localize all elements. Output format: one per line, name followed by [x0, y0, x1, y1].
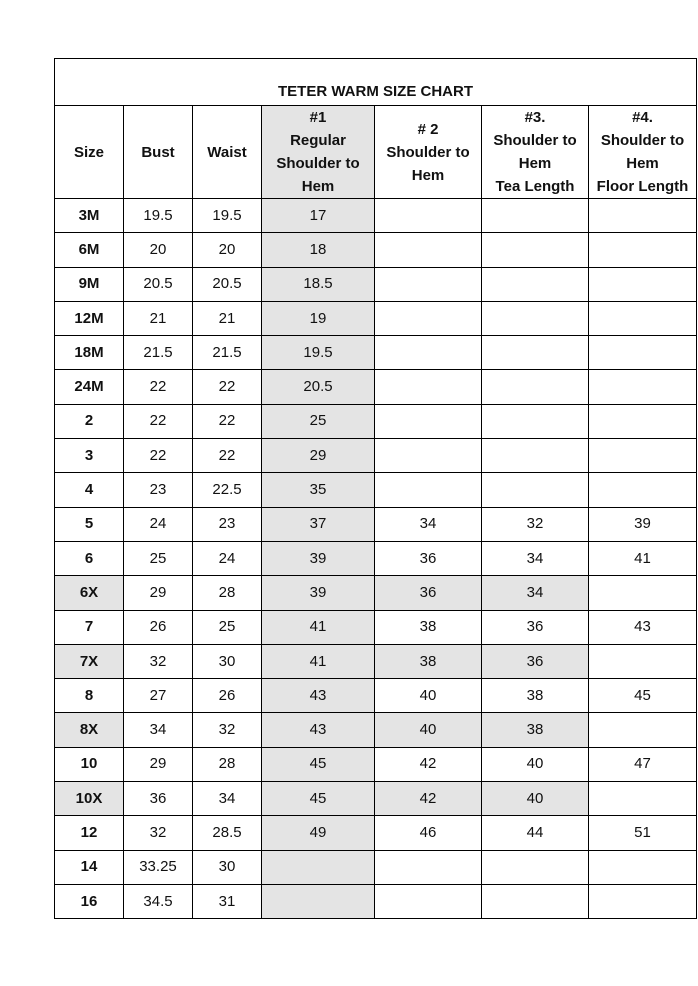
size-cell: 12 — [55, 816, 124, 850]
floor-length-cell — [589, 576, 697, 610]
header-bust-label: Bust — [141, 143, 175, 161]
table-row — [55, 679, 697, 713]
shoulder-hem-2-cell — [375, 370, 482, 404]
regular-hem-cell: 25 — [262, 404, 375, 438]
shoulder-hem-2-cell: 36 — [375, 541, 482, 575]
table-row — [55, 541, 697, 575]
table-row — [55, 850, 697, 884]
waist-cell: 20.5 — [193, 267, 262, 301]
regular-hem-cell: 19.5 — [262, 336, 375, 370]
bust-cell: 32 — [124, 816, 193, 850]
floor-length-cell: 39 — [589, 507, 697, 541]
header-shoulder-to-hem-2 — [375, 106, 482, 199]
tea-length-cell — [482, 370, 589, 404]
waist-cell: 32 — [193, 713, 262, 747]
shoulder-hem-2-cell: 46 — [375, 816, 482, 850]
size-cell: 6 — [55, 541, 124, 575]
table-row — [55, 370, 697, 404]
tea-length-cell: 38 — [482, 713, 589, 747]
regular-hem-cell: 41 — [262, 644, 375, 678]
floor-length-cell — [589, 884, 697, 918]
bust-cell: 20 — [124, 233, 193, 267]
header-waist-label: Waist — [207, 143, 247, 161]
table-row — [55, 816, 697, 850]
floor-length-cell — [589, 439, 697, 473]
bust-cell: 34.5 — [124, 884, 193, 918]
waist-cell: 30 — [193, 644, 262, 678]
floor-length-cell — [589, 644, 697, 678]
chart-title: TETER WARM SIZE CHART — [55, 59, 697, 106]
header-tea-length — [482, 106, 589, 199]
shoulder-hem-2-cell — [375, 336, 482, 370]
table-row — [55, 782, 697, 816]
size-cell: 6X — [55, 576, 124, 610]
bust-cell: 22 — [124, 439, 193, 473]
size-cell: 14 — [55, 850, 124, 884]
shoulder-hem-2-cell: 40 — [375, 713, 482, 747]
bust-cell: 20.5 — [124, 267, 193, 301]
size-cell: 4 — [55, 473, 124, 507]
regular-hem-cell: 39 — [262, 541, 375, 575]
floor-length-cell — [589, 233, 697, 267]
bust-cell: 23 — [124, 473, 193, 507]
floor-length-cell: 47 — [589, 747, 697, 781]
bust-cell: 25 — [124, 541, 193, 575]
regular-hem-cell: 20.5 — [262, 370, 375, 404]
regular-hem-cell: 43 — [262, 713, 375, 747]
floor-length-cell: 43 — [589, 610, 697, 644]
size-cell: 2 — [55, 404, 124, 438]
regular-hem-cell: 41 — [262, 610, 375, 644]
header-floor-label: #4. Shoulder to Hem Floor Length — [596, 109, 689, 195]
waist-cell: 21 — [193, 301, 262, 335]
table-row — [55, 747, 697, 781]
shoulder-hem-2-cell: 38 — [375, 644, 482, 678]
title-row — [55, 59, 697, 106]
size-chart-body — [55, 59, 697, 919]
waist-cell: 26 — [193, 679, 262, 713]
waist-cell: 19.5 — [193, 199, 262, 233]
table-row — [55, 233, 697, 267]
header-waist — [193, 106, 262, 199]
bust-cell: 29 — [124, 747, 193, 781]
regular-hem-cell: 18 — [262, 233, 375, 267]
bust-cell: 34 — [124, 713, 193, 747]
tea-length-cell: 36 — [482, 610, 589, 644]
table-row — [55, 473, 697, 507]
tea-length-cell: 40 — [482, 782, 589, 816]
size-cell: 7X — [55, 644, 124, 678]
size-cell: 7 — [55, 610, 124, 644]
shoulder-hem-2-cell — [375, 267, 482, 301]
shoulder-hem-2-cell: 36 — [375, 576, 482, 610]
size-cell: 3M — [55, 199, 124, 233]
table-row — [55, 644, 697, 678]
bust-cell: 21 — [124, 301, 193, 335]
table-row — [55, 404, 697, 438]
header-size-label: Size — [73, 143, 104, 161]
table-row — [55, 336, 697, 370]
waist-cell: 20 — [193, 233, 262, 267]
waist-cell: 22.5 — [193, 473, 262, 507]
size-cell: 3 — [55, 439, 124, 473]
size-cell: 18M — [55, 336, 124, 370]
tea-length-cell: 40 — [482, 747, 589, 781]
bust-cell: 32 — [124, 644, 193, 678]
floor-length-cell — [589, 404, 697, 438]
header-regular-label: #1 Regular Shoulder to Hem — [276, 109, 360, 195]
shoulder-hem-2-cell — [375, 404, 482, 438]
waist-cell: 21.5 — [193, 336, 262, 370]
bust-cell: 27 — [124, 679, 193, 713]
tea-length-cell — [482, 404, 589, 438]
regular-hem-cell: 45 — [262, 747, 375, 781]
shoulder-hem-2-cell: 42 — [375, 747, 482, 781]
bust-cell: 19.5 — [124, 199, 193, 233]
size-cell: 16 — [55, 884, 124, 918]
regular-hem-cell: 39 — [262, 576, 375, 610]
header-floor-length — [589, 106, 697, 199]
waist-cell: 28.5 — [193, 816, 262, 850]
regular-hem-cell: 49 — [262, 816, 375, 850]
shoulder-hem-2-cell: 38 — [375, 610, 482, 644]
table-row — [55, 507, 697, 541]
waist-cell: 25 — [193, 610, 262, 644]
waist-cell: 22 — [193, 439, 262, 473]
floor-length-cell — [589, 850, 697, 884]
bust-cell: 26 — [124, 610, 193, 644]
tea-length-cell: 36 — [482, 644, 589, 678]
bust-cell: 36 — [124, 782, 193, 816]
floor-length-cell — [589, 336, 697, 370]
table-row — [55, 610, 697, 644]
bust-cell: 22 — [124, 370, 193, 404]
tea-length-cell: 38 — [482, 679, 589, 713]
shoulder-hem-2-cell — [375, 301, 482, 335]
regular-hem-cell: 43 — [262, 679, 375, 713]
floor-length-cell: 45 — [589, 679, 697, 713]
tea-length-cell — [482, 850, 589, 884]
header-bust — [124, 106, 193, 199]
regular-hem-cell — [262, 850, 375, 884]
tea-length-cell — [482, 233, 589, 267]
regular-hem-cell: 37 — [262, 507, 375, 541]
table-row — [55, 713, 697, 747]
bust-cell: 24 — [124, 507, 193, 541]
waist-cell: 23 — [193, 507, 262, 541]
tea-length-cell: 32 — [482, 507, 589, 541]
tea-length-cell — [482, 336, 589, 370]
size-cell: 10X — [55, 782, 124, 816]
table-row — [55, 301, 697, 335]
regular-hem-cell: 45 — [262, 782, 375, 816]
shoulder-hem-2-cell — [375, 439, 482, 473]
regular-hem-cell: 29 — [262, 439, 375, 473]
header-tea-label: #3. Shoulder to Hem Tea Length — [493, 109, 577, 195]
size-cell: 10 — [55, 747, 124, 781]
bust-cell: 29 — [124, 576, 193, 610]
tea-length-cell — [482, 199, 589, 233]
tea-length-cell — [482, 301, 589, 335]
header-size — [55, 106, 124, 199]
tea-length-cell — [482, 267, 589, 301]
floor-length-cell — [589, 370, 697, 404]
waist-cell: 22 — [193, 370, 262, 404]
header-row — [55, 106, 697, 199]
shoulder-hem-2-cell: 40 — [375, 679, 482, 713]
waist-cell: 24 — [193, 541, 262, 575]
floor-length-cell — [589, 199, 697, 233]
floor-length-cell — [589, 301, 697, 335]
tea-length-cell — [482, 884, 589, 918]
floor-length-cell: 41 — [589, 541, 697, 575]
table-row — [55, 576, 697, 610]
waist-cell: 28 — [193, 576, 262, 610]
table-row — [55, 199, 697, 233]
waist-cell: 22 — [193, 404, 262, 438]
shoulder-hem-2-cell: 42 — [375, 782, 482, 816]
tea-length-cell: 34 — [482, 541, 589, 575]
header-2-label: # 2 Shoulder to Hem — [386, 120, 470, 184]
bust-cell: 21.5 — [124, 336, 193, 370]
table-row — [55, 267, 697, 301]
regular-hem-cell: 18.5 — [262, 267, 375, 301]
header-regular-shoulder-to-hem — [262, 106, 375, 199]
size-cell: 8X — [55, 713, 124, 747]
shoulder-hem-2-cell — [375, 473, 482, 507]
regular-hem-cell: 17 — [262, 199, 375, 233]
tea-length-cell — [482, 439, 589, 473]
shoulder-hem-2-cell — [375, 850, 482, 884]
waist-cell: 30 — [193, 850, 262, 884]
regular-hem-cell: 35 — [262, 473, 375, 507]
size-chart-table — [54, 58, 697, 919]
size-cell: 6M — [55, 233, 124, 267]
table-row — [55, 884, 697, 918]
shoulder-hem-2-cell — [375, 233, 482, 267]
table-row — [55, 439, 697, 473]
size-cell: 24M — [55, 370, 124, 404]
bust-cell: 33.25 — [124, 850, 193, 884]
waist-cell: 34 — [193, 782, 262, 816]
floor-length-cell — [589, 782, 697, 816]
tea-length-cell: 34 — [482, 576, 589, 610]
floor-length-cell — [589, 713, 697, 747]
floor-length-cell — [589, 473, 697, 507]
floor-length-cell: 51 — [589, 816, 697, 850]
floor-length-cell — [589, 267, 697, 301]
shoulder-hem-2-cell — [375, 199, 482, 233]
regular-hem-cell — [262, 884, 375, 918]
size-cell: 8 — [55, 679, 124, 713]
size-cell: 12M — [55, 301, 124, 335]
bust-cell: 22 — [124, 404, 193, 438]
shoulder-hem-2-cell — [375, 884, 482, 918]
waist-cell: 31 — [193, 884, 262, 918]
shoulder-hem-2-cell: 34 — [375, 507, 482, 541]
regular-hem-cell: 19 — [262, 301, 375, 335]
waist-cell: 28 — [193, 747, 262, 781]
size-cell: 5 — [55, 507, 124, 541]
tea-length-cell — [482, 473, 589, 507]
tea-length-cell: 44 — [482, 816, 589, 850]
size-cell: 9M — [55, 267, 124, 301]
